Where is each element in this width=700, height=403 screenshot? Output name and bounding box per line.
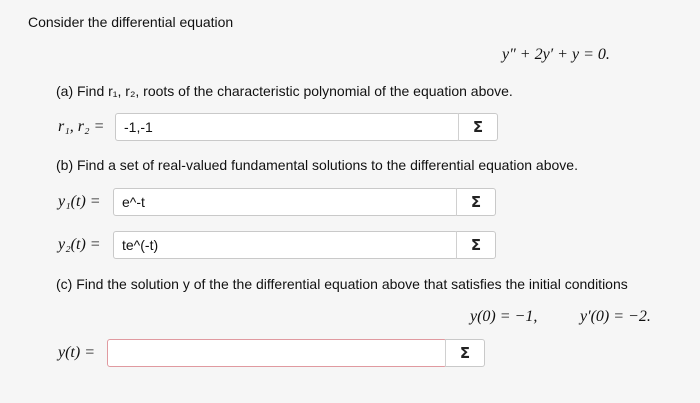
sigma-icon[interactable]: Σ (458, 113, 498, 141)
initial-condition-y: y(0) = −1, (470, 308, 538, 325)
y2-label: y₂(t) = (58, 236, 101, 253)
roots-label: r₁, r₂ = (58, 118, 105, 135)
initial-condition-yprime: y′(0) = −2. (580, 308, 651, 325)
y1-input[interactable]: e^-t (113, 188, 458, 216)
sigma-icon[interactable]: Σ (445, 339, 485, 367)
y2-input[interactable]: te^(-t) (113, 231, 458, 259)
differential-equation: y″ + 2y′ + y = 0. (502, 46, 610, 63)
part-b-prompt: (b) Find a set of real-valued fundamental solutions to the differential equation above. (56, 157, 578, 173)
solution-input[interactable] (107, 339, 447, 367)
y1-label: y₁(t) = (58, 193, 101, 210)
intro-text: Consider the differential equation (28, 14, 234, 30)
part-c-prompt: (c) Find the solution y of the the differential equation above that satisfies the initial conditions (56, 276, 628, 292)
part-a-prompt: (a) Find r₁, r₂, roots of the characteristic polynomial of the equation above. (56, 83, 513, 99)
sigma-icon[interactable]: Σ (456, 188, 496, 216)
sigma-icon[interactable]: Σ (456, 231, 496, 259)
solution-label: y(t) = (58, 344, 95, 361)
roots-input[interactable]: -1,-1 (115, 113, 460, 141)
